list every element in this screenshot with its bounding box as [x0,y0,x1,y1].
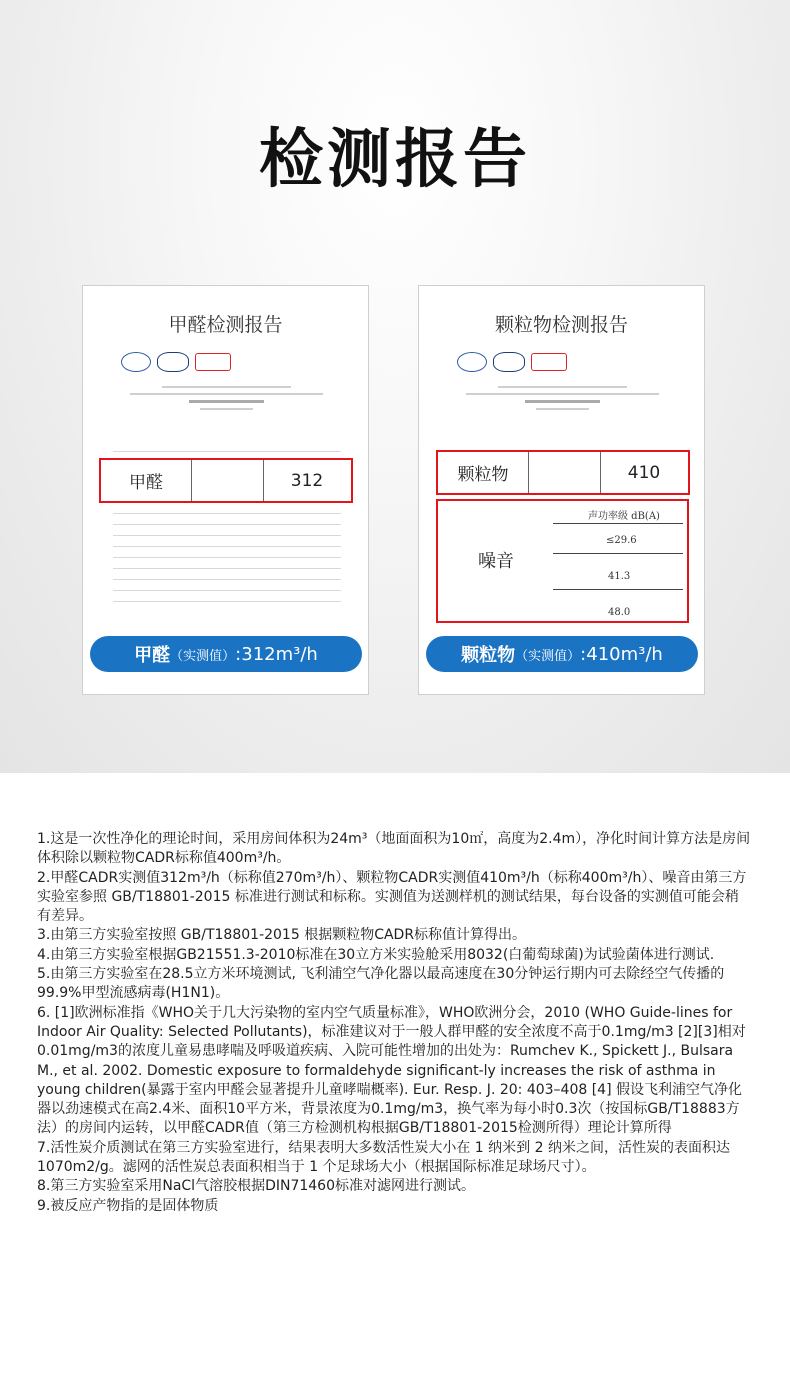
cnas-logo [157,352,189,372]
noise-divider [553,553,683,554]
pill-name: 甲醛 [134,645,171,666]
pill-note: （实测值） [170,648,236,664]
pill-note: （实测值） [515,648,581,664]
report-header-lines [455,381,670,415]
footnote: 4.由第三方实验室根据GB21551.3-2010标准在30立方米实验舱采用8032(白葡萄球菌)为试验菌体进行测试. [37,946,715,963]
footnote: 2.甲醛CADR实测值312m³/h（标称值270m³/h）、颗粒物CADR实测值410m³/h（标称400m³/h）、噪音由第三方实验室参照 GB/T18801-2015 标准进行测试和标称。实测值为送测样机的测试结果，每台设备的实测值可能会稍有差异。 [37,869,747,925]
pill-value: :312m³/h [235,643,318,665]
formaldehyde-highlight-row [99,458,353,503]
ilac-logo [457,352,487,372]
particulate-highlight-row [436,450,690,495]
footnote: 1.这是一次性净化的理论时间，采用房间体积为24m³（地面面积为10㎡，高度为2.4m），净化时间计算方法是房间体积除以颗粒物CADR标称值400m³/h。 [37,831,751,867]
noise-value: 41.3 [608,571,631,582]
particulate-report-card [418,285,705,695]
ilac-logo [121,352,151,372]
noise-highlight-box [436,499,689,623]
formaldehyde-result-pill [90,636,362,672]
noise-divider [553,523,683,524]
certification-logos [121,351,231,373]
report-header-lines [119,381,334,415]
row-value: 410 [627,462,661,483]
noise-label: 噪音 [478,551,514,572]
formaldehyde-report-card [82,285,369,695]
footnote: 6. [1]欧洲标准指《WHO关于几大污染物的室内空气质量标准》，WHO欧洲分会，2010 (WHO Guide-lines for Indoor Air Quality: Selected Pollutants)，标准建议对于一般人群甲醛的安全浓度不高于0.1mg/m3 [2][3]相对0.01mg/m3的浓度儿童易患哮喘及呼吸道疾病、入院可能性增加的出处为：Rumchev K., Spickett J., Bulsara M., et al. 2002. Domestic exposure to formaldehyde significant-ly increases the risk of asthma in young children(暴露于室内甲醛会显著提升儿童哮喘概率). Eur. Resp. J. 20: 403–408 [4] 假设飞利浦空气净化器以劲速模式在高2.4米、面积10平方米，背景浓度为0.1mg/m3，换气率为每小时0.3次（按国标GB/T18883方法）的房间内运转，以甲醛CADR值（第三方检测机构根据GB/T18801-2015检测所得）理论计算所得 [37,1004,746,1137]
certification-logos [457,351,567,373]
pill-value: :410m³/h [580,643,663,665]
noise-header: 声功率级 dB(A) [588,511,660,522]
footnote: 9.被反应产物指的是固体物质 [37,1197,219,1214]
noise-value: ≤29.6 [606,535,637,546]
card-title: 甲醛检测报告 [168,314,283,336]
particulate-result-pill [426,636,698,672]
footnotes [37,830,752,1216]
row-empty-cell [528,452,601,493]
footnote: 7.活性炭介质测试在第三方实验室进行，结果表明大多数活性炭大小在 1 纳米到 2 纳米之间，活性炭的表面积达 1070m2/g。滤网的活性炭总表面积相当于 1 个足球场大小（根据国际标准足球场尺寸）。 [37,1139,730,1176]
row-empty-cell [191,460,264,501]
row-name: 颗粒物 [438,452,529,493]
row-value: 312 [290,470,324,491]
footnote: 5.由第三方实验室在28.5立方米环境测试, 飞利浦空气净化器以最高速度在30分钟运行期内可去除经空气传播的99.9%甲型流感病毒(H1N1)。 [37,966,725,1002]
page-title: 检测报告 [259,123,531,197]
card-title: 颗粒物检测报告 [494,314,628,336]
pill-name: 颗粒物 [461,645,516,666]
cma-logo [195,353,231,371]
row-name: 甲醛 [101,460,192,501]
footnote: 8.第三方实验室采用NaCl气溶胶根据DIN71460标准对滤网进行测试。 [37,1178,475,1195]
cnas-logo [493,352,525,372]
cma-logo [531,353,567,371]
noise-value: 48.0 [608,607,631,618]
noise-divider [553,589,683,590]
footnote: 3.由第三方实验室按照 GB/T18801-2015 根据颗粒物CADR标称值计算得出。 [37,927,527,944]
